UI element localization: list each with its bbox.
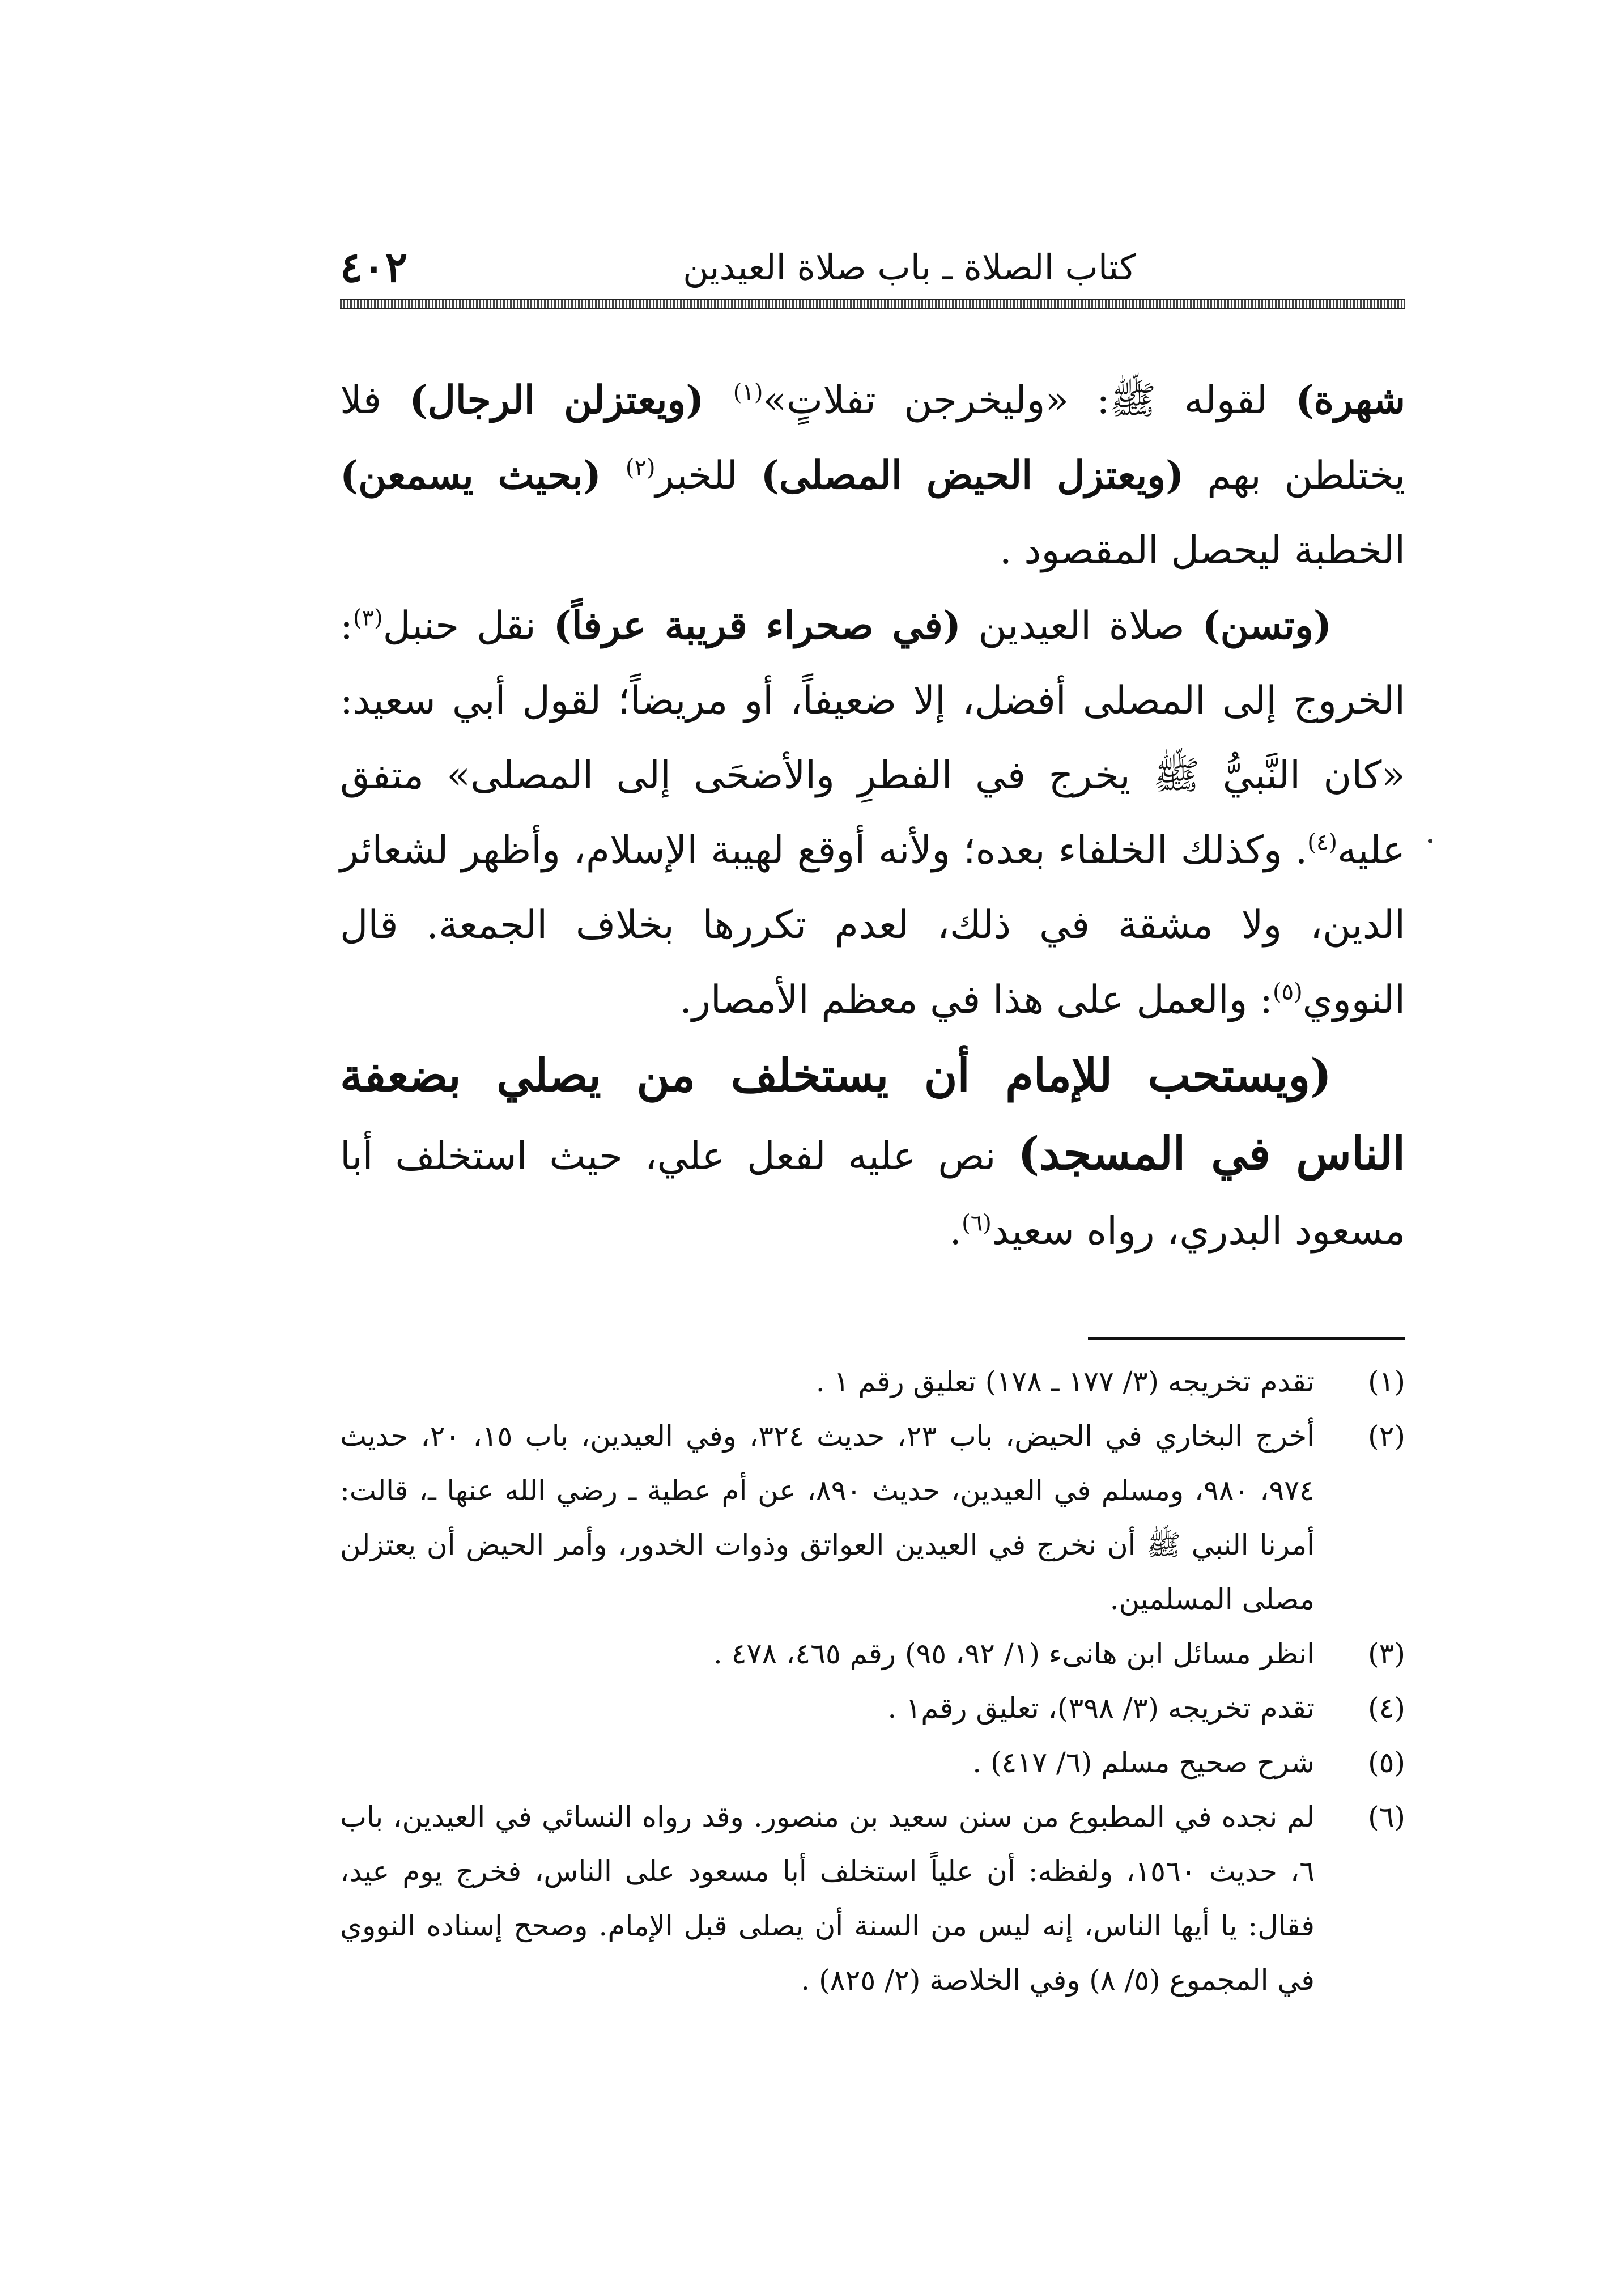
footnote-number: (١) — [1368, 1365, 1405, 1398]
footnote-text: تقدم تخريجه (٣/ ٣٩٨)، تعليق رقم١ . — [887, 1692, 1315, 1725]
bold-text: (بحيث يسمعن) — [340, 453, 626, 498]
body-text: فلا يختلطن بهم — [340, 378, 1406, 498]
footnote-separator — [1088, 1337, 1405, 1340]
bold-text: (ويعتزل الحيض المصلى) — [760, 453, 1184, 498]
footnote-ref-2[interactable]: (٢) — [625, 455, 656, 481]
footnote-ref-1[interactable]: (١) — [733, 379, 763, 406]
body-text: : والعمل على هذا في معظم الأمصار. — [679, 978, 1273, 1022]
footnote-number: (٢) — [1368, 1420, 1405, 1453]
footnote-6 — [340, 1790, 1405, 2007]
body-text: . — [949, 1209, 962, 1254]
footnote-text: لم نجده في المطبوع من سنن سعيد بن منصور. وقد رواه النسائي في العيدين، باب ٦، حديث ١٥٦٠، ولفظه: أن علياً استخلف أبا مسعود على الناس، فخرج يوم عيد، فقال: يا أيها الناس، إنه ليس من السنة أن يصلى قبل الإمام. وصحح إسناده النووي في المجموع (٥/ ٨) وفي الخلاصة (٢/ ٨٢٥) . — [340, 1801, 1315, 1997]
bold-text: (في صحراء قريبة عرفاً) — [553, 603, 961, 648]
footnote-ref-4[interactable]: (٤) — [1307, 829, 1337, 856]
footnote-ref-3[interactable]: (٣) — [352, 605, 383, 631]
body-text: . وكذلك الخلفاء بعده؛ ولأنه أوقع لهيبة الإسلام، وأظهر لشعائر الدين، ولا مشقة في ذلك، لعدم تكررها بخلاف الجمعة. قال النووي — [340, 828, 1405, 1022]
bold-text: (ويستحب للإمام أن يستخلف من يصلي بضعفة الناس في المسجد) — [340, 1048, 1405, 1180]
running-header — [340, 238, 1405, 300]
body-text: نقل حنبل — [382, 604, 554, 648]
footnote-text: تقدم تخريجه (٣/ ١٧٧ ـ ١٧٨) تعليق رقم ١ . — [815, 1365, 1315, 1398]
body-text: صلاة العيدين — [960, 604, 1202, 648]
body-text: الخطبة ليحصل المقصود . — [999, 528, 1405, 573]
footnote-number: (٤) — [1368, 1692, 1405, 1725]
bold-text: (ويعتزلن الرجال) — [409, 377, 733, 423]
footnote-number: (٣) — [1368, 1637, 1405, 1670]
footnote-3 — [340, 1627, 1405, 1681]
body-text: للخبر — [655, 453, 761, 498]
bold-text: شهرة) — [1295, 377, 1405, 423]
footnote-2 — [340, 1409, 1405, 1627]
body-text: نص عليه لفعل علي، حيث استخلف أبا مسعود البدري، رواه سعيد — [340, 1134, 1405, 1254]
scan-dot — [1428, 839, 1432, 843]
footnote-number: (٦) — [1368, 1801, 1405, 1833]
chapter-title: كتاب الصلاة ـ باب صلاة العيدين — [683, 247, 1136, 288]
page-number: ٤٠٢ — [340, 243, 408, 292]
paragraph-1 — [340, 363, 1405, 588]
footnotes — [340, 1354, 1405, 2007]
footnote-text: انظر مسائل ابن هانىء (١/ ٩٢، ٩٥) رقم ٤٦٥، ٤٧٨ . — [713, 1637, 1315, 1670]
body-text: : الخروج إلى المصلى أفضل، إلا ضعيفاً، أو مريضاً؛ لقول أبي سعيد: «كان النَّبيُّ ﷺ يخرج في الفطرِ والأضحَى إلى المصلى» متفق عليه — [340, 604, 1405, 873]
footnote-4 — [340, 1681, 1405, 1735]
bold-text: (وتسن) — [1202, 603, 1332, 648]
paragraph-3 — [340, 1038, 1405, 1269]
footnote-ref-5[interactable]: (٥) — [1272, 979, 1303, 1005]
footnote-number: (٥) — [1368, 1746, 1405, 1779]
footnote-text: أخرج البخاري في الحيض، باب ٢٣، حديث ٣٢٤، وفي العيدين، باب ١٥، ٢٠، حديث ٩٧٤، ٩٨٠، ومسلم في العيدين، حديث ٨٩٠، عن أم عطية ـ رضي الله عنها ـ، قالت: أمرنا النبي ﷺ أن نخرج في العيدين العواتق وذوات الخدور، وأمر الحيض أن يعتزلن مصلى المسلمين. — [340, 1420, 1315, 1616]
footnote-ref-6[interactable]: (٦) — [962, 1210, 992, 1237]
main-text — [340, 363, 1405, 1269]
body-text: لقوله ﷺ: «وليخرجن تفلاتٍ» — [763, 378, 1296, 423]
footnote-1 — [340, 1354, 1405, 1409]
footnote-text: شرح صحيح مسلم (٦/ ٤١٧) . — [972, 1746, 1315, 1779]
footnote-5 — [340, 1735, 1405, 1790]
header-rule — [340, 299, 1405, 309]
paragraph-2 — [340, 588, 1405, 1038]
